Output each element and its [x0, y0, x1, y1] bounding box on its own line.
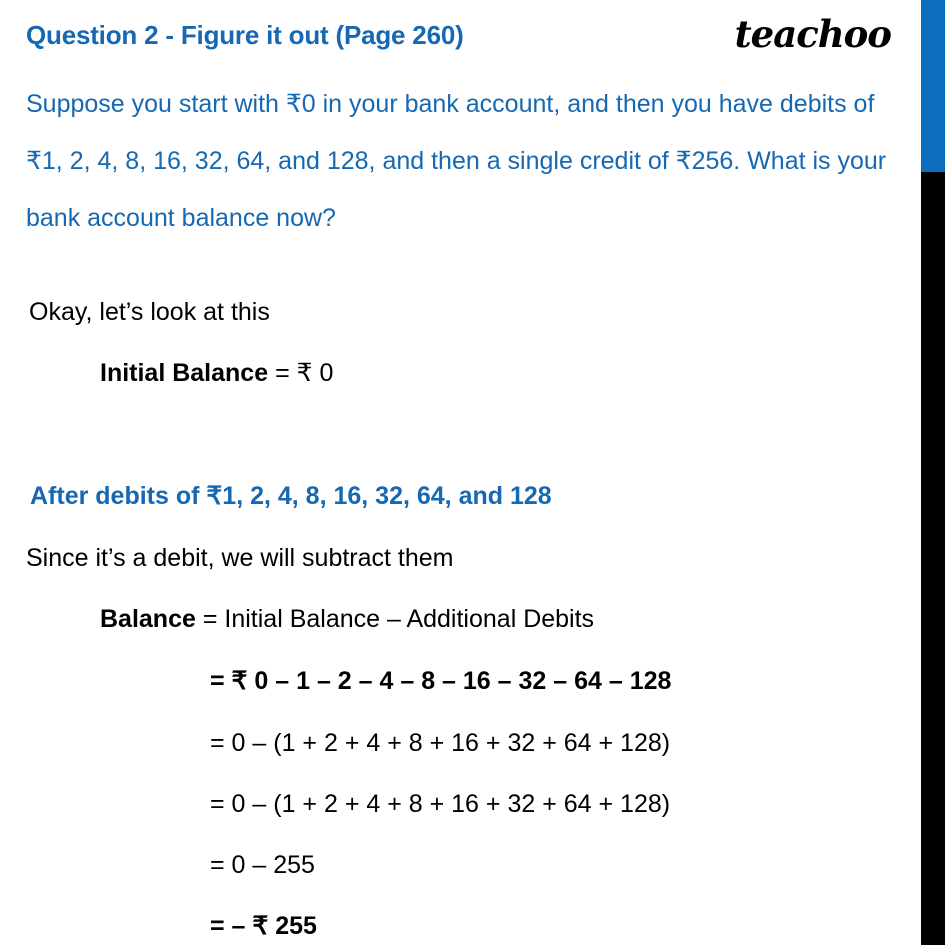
- teachoo-logo: teachoo: [734, 12, 891, 56]
- equation-step-5-result: = – ₹ 255: [210, 912, 317, 940]
- question-body-text: Suppose you start with ₹0 in your bank account, and then you have debits of ₹1, 2, 4, 8, 16, 32, 64, and 128, and then a single credit of ₹256. What is your bank account balance now?: [26, 90, 887, 232]
- equation-step-4: = 0 – 255: [210, 851, 315, 879]
- initial-balance-value: = ₹ 0: [268, 359, 334, 387]
- initial-balance-line: [100, 358, 333, 388]
- balance-formula-line: [100, 604, 594, 634]
- section-heading-after-debits: After debits of ₹1, 2, 4, 8, 16, 32, 64, and 128: [30, 482, 552, 510]
- right-rail-blue: [921, 0, 945, 172]
- question-title: Question 2 - Figure it out (Page 260): [26, 20, 464, 50]
- debit-note-line: Since it’s a debit, we will subtract them: [26, 544, 454, 572]
- right-rail-black: [921, 172, 945, 945]
- equation-step-3: = 0 – (1 + 2 + 4 + 8 + 16 + 32 + 64 + 128): [210, 790, 671, 818]
- balance-formula: = Initial Balance – Additional Debits: [195, 605, 595, 633]
- balance-label: Balance: [100, 605, 196, 633]
- equation-step-2: = 0 – (1 + 2 + 4 + 8 + 16 + 32 + 64 + 128): [210, 729, 671, 757]
- initial-balance-label: Initial Balance: [100, 359, 269, 387]
- equation-step-1: = ₹ 0 – 1 – 2 – 4 – 8 – 16 – 32 – 64 – 128: [210, 667, 672, 695]
- solution-intro-line: Okay, let’s look at this: [29, 298, 270, 326]
